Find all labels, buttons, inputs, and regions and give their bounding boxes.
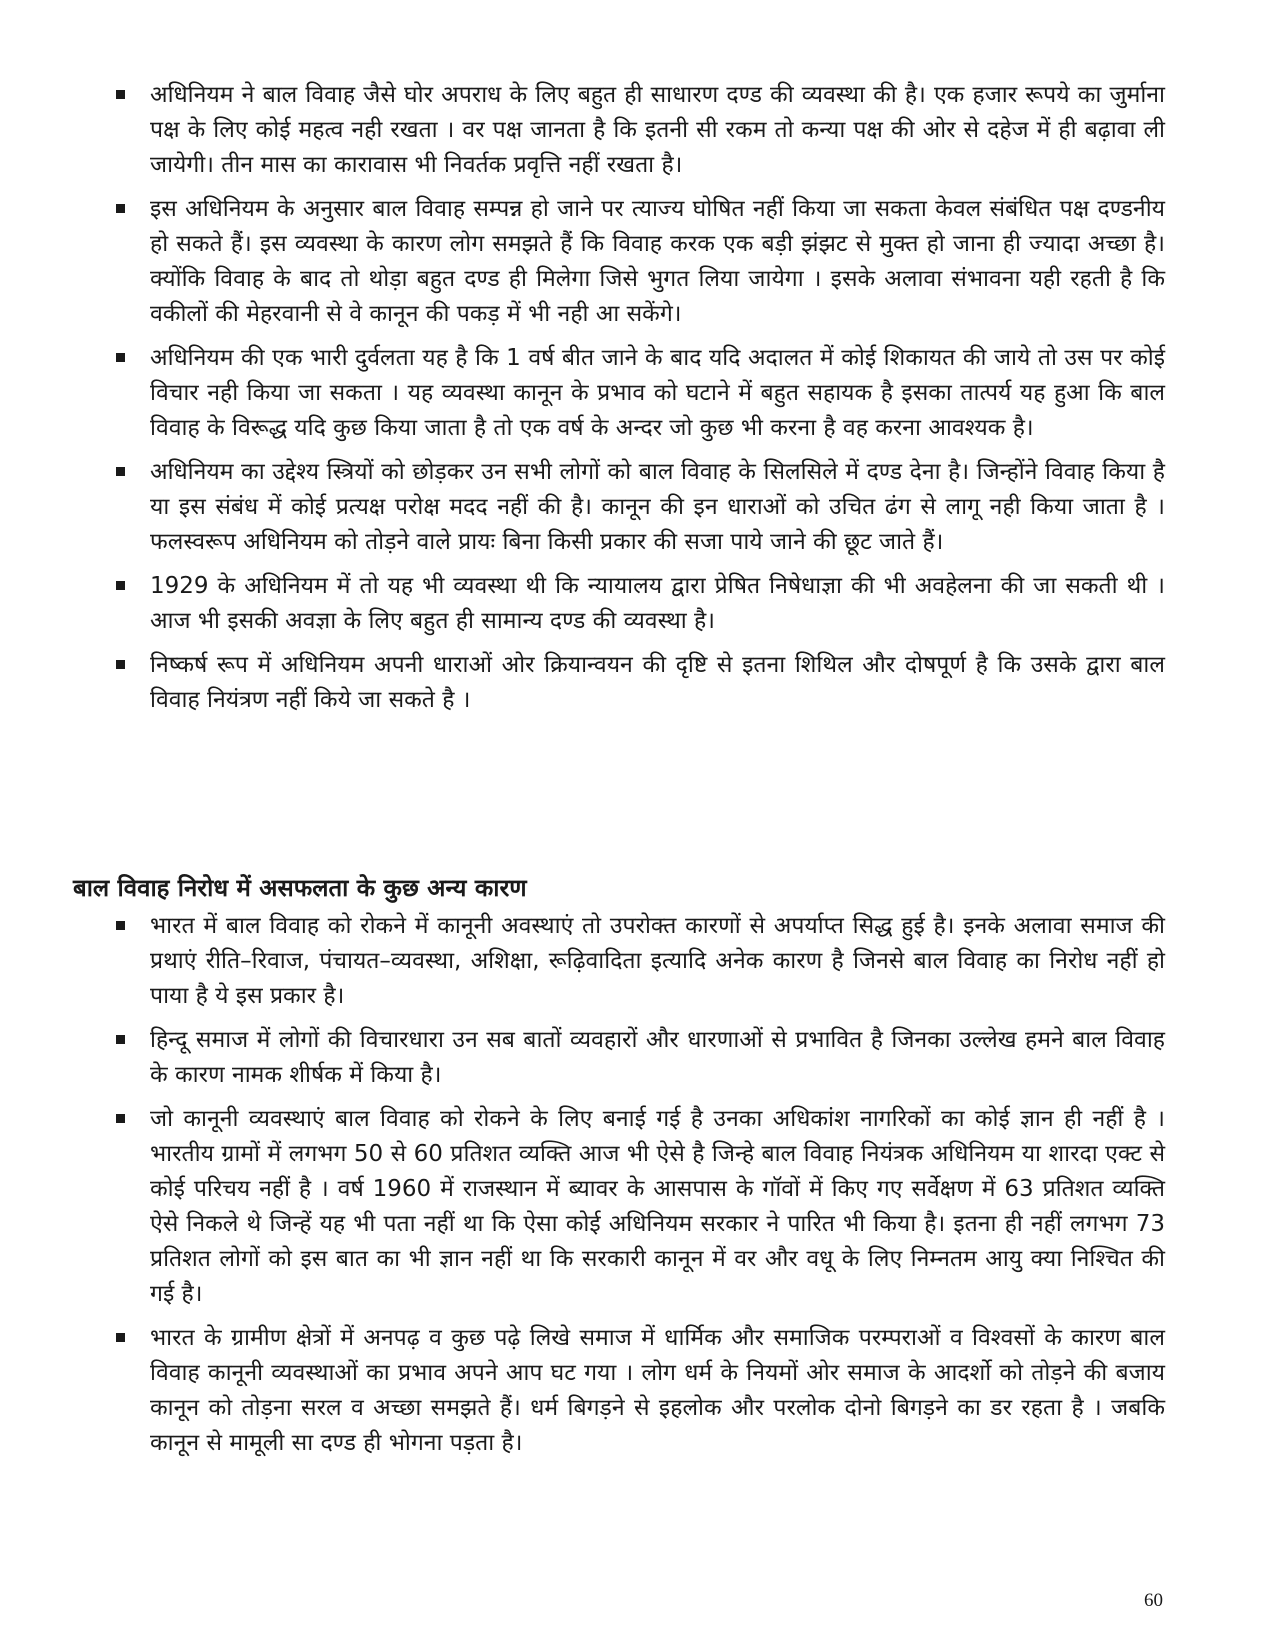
square-bullet-icon [116, 90, 125, 99]
list-item-text: हिन्दू समाज में लोगों की विचारधारा उन सब बातों व्यवहारों और धारणाओं से प्रभावित है जिनका उल्लेख हमने बाल विवाह के कारण नामक शीर्षक में किया है। [150, 1027, 1165, 1088]
list-item [110, 78, 1165, 183]
list-item-text: अधिनियम का उद्देश्य स्त्रियों को छोड़कर उन सभी लोगों को बाल विवाह के सिलसिले में दण्ड देना है। जिन्होंने विवाह किया है या इस संबंध में कोई प्रत्यक्ष परोक्ष मदद नहीं की है। कानून की इन धाराओं को उचित ढंग से लागू नही किया जाता है । फलस्वरूप अधिनियम को तोड़ने वाले प्रायः बिना किसी प्रकार की सजा पाये जाने की छूट जाते हैं। [150, 459, 1165, 555]
square-bullet-icon [116, 921, 125, 930]
square-bullet-icon [116, 581, 125, 590]
list-item-text: अधिनियम की एक भारी दुर्वलता यह है कि 1 वर्ष बीत जाने के बाद यदि अदालत में कोई शिकायत की जाये तो उस पर कोई विचार नही किया जा सकता । यह व्यवस्था कानून के प्रभाव को घटाने में बहुत सहायक है इसका तात्पर्य यह हुआ कि बाल विवाह के विरूद्ध यदि कुछ किया जाता है तो एक वर्ष के अन्दर जो कुछ भी करना है वह करना आवश्यक है। [150, 345, 1165, 441]
list-item-text: अधिनियम ने बाल विवाह जैसे घोर अपराध के लिए बहुत ही साधारण दण्ड की व्यवस्था की है। एक हजार रूपये का जुर्माना पक्ष के लिए कोई महत्व नही रखता । वर पक्ष जानता है कि इतनी सी रकम तो कन्या पक्ष की ओर से दहेज में ही बढ़ावा ली जायेगी। तीन मास का कारावास भी निवर्तक प्रवृत्ति नहीं रखता है। [150, 82, 1165, 178]
square-bullet-icon [116, 660, 125, 669]
square-bullet-icon [116, 1035, 125, 1044]
square-bullet-icon [116, 1333, 125, 1342]
list-item [110, 1102, 1165, 1312]
bullet-list-provisions [110, 78, 1165, 727]
section-heading: बाल विवाह निरोध में असफलता के कुछ अन्य कारण [73, 874, 527, 902]
list-item [110, 1023, 1165, 1093]
list-item-text: निष्कर्ष रूप में अधिनियम अपनी धाराओं ओर क्रियान्वयन की दृष्टि से इतना शिथिल और दोषपूर्ण है कि उसके द्वारा बाल विवाह नियंत्रण नहीं किये जा सकते है । [150, 652, 1165, 713]
square-bullet-icon [116, 353, 125, 362]
list-item [110, 1321, 1165, 1461]
list-item [110, 909, 1165, 1014]
list-item-text: भारत के ग्रामीण क्षेत्रों में अनपढ़ व कुछ पढ़े लिखे समाज में धार्मिक और समाजिक परम्पराओं व विश्वसों के कारण बाल विवाह कानूनी व्यवस्थाओं का प्रभाव अपने आप घट गया । लोग धर्म के नियमों ओर समाज के आदर्शो को तोड़ने की बजाय कानून को तोड़ना सरल व अच्छा समझते हैं। धर्म बिगड़ने से इहलोक और परलोक दोनो बिगड़ने का डर रहता है । जबकि कानून से मामूली सा दण्ड ही भोगना पड़ता है। [150, 1325, 1165, 1456]
list-item-text: इस अधिनियम के अनुसार बाल विवाह सम्पन्न हो जाने पर त्याज्य घोषित नहीं किया जा सकता केवल संबंधित पक्ष दण्डनीय हो सकते हैं। इस व्यवस्था के कारण लोग समझते हैं कि विवाह करक एक बड़ी झंझट से मुक्त हो जाना ही ज्यादा अच्छा है। क्योंकि विवाह के बाद तो थोड़ा बहुत दण्ड ही मिलेगा जिसे भुगत लिया जायेगा । इसके अलावा संभावना यही रहती है कि वकीलों की मेहरवानी से वे कानून की पकड़ में भी नही आ सकेंगे। [150, 196, 1165, 327]
list-item [110, 341, 1165, 446]
square-bullet-icon [116, 204, 125, 213]
square-bullet-icon [116, 1114, 125, 1123]
list-item-text: भारत में बाल विवाह को रोकने में कानूनी अवस्थाएं तो उपरोक्त कारणों से अपर्याप्त सिद्ध हुई है। इनके अलावा समाज की प्रथाएं रीति–रिवाज, पंचायत–व्यवस्था, अशिक्षा, रूढ़िवादिता इत्यादि अनेक कारण है जिनसे बाल विवाह का निरोध नहीं हो पाया है ये इस प्रकार है। [150, 913, 1165, 1009]
list-item-text: 1929 के अधिनियम में तो यह भी व्यवस्था थी कि न्यायालय द्वारा प्रेषित निषेधाज्ञा की भी अवहेलना की जा सकती थी । आज भी इसकी अवज्ञा के लिए बहुत ही सामान्य दण्ड की व्यवस्था है। [150, 573, 1165, 634]
square-bullet-icon [116, 467, 125, 476]
list-item-text: जो कानूनी व्यवस्थाएं बाल विवाह को रोकने के लिए बनाई गई है उनका अधिकांश नागरिकों का कोई ज्ञान ही नहीं है । भारतीय ग्रामों में लगभग 50 से 60 प्रतिशत व्यक्ति आज भी ऐसे है जिन्हे बाल विवाह नियंत्रक अधिनियम या शारदा एक्ट से कोई परिचय नहीं है । वर्ष 1960 में राजस्थान में ब्यावर के आसपास के गॉवों में किए गए सर्वेक्षण में 63 प्रतिशत व्यक्ति ऐसे निकले थे जिन्हें यह भी पता नहीं था कि ऐसा कोई अधिनियम सरकार ने पारित भी किया है। इतना ही नहीं लगभग 73 प्रतिशत लोगों को इस बात का भी ज्ञान नहीं था कि सरकारी कानून में वर और वधू के लिए निम्नतम आयु क्या निश्चित की गई है। [150, 1106, 1165, 1307]
list-item [110, 569, 1165, 639]
page-number: 60 [1144, 1590, 1163, 1611]
list-item [110, 455, 1165, 560]
list-item [110, 648, 1165, 718]
bullet-list-other-reasons [110, 909, 1165, 1470]
list-item [110, 192, 1165, 332]
